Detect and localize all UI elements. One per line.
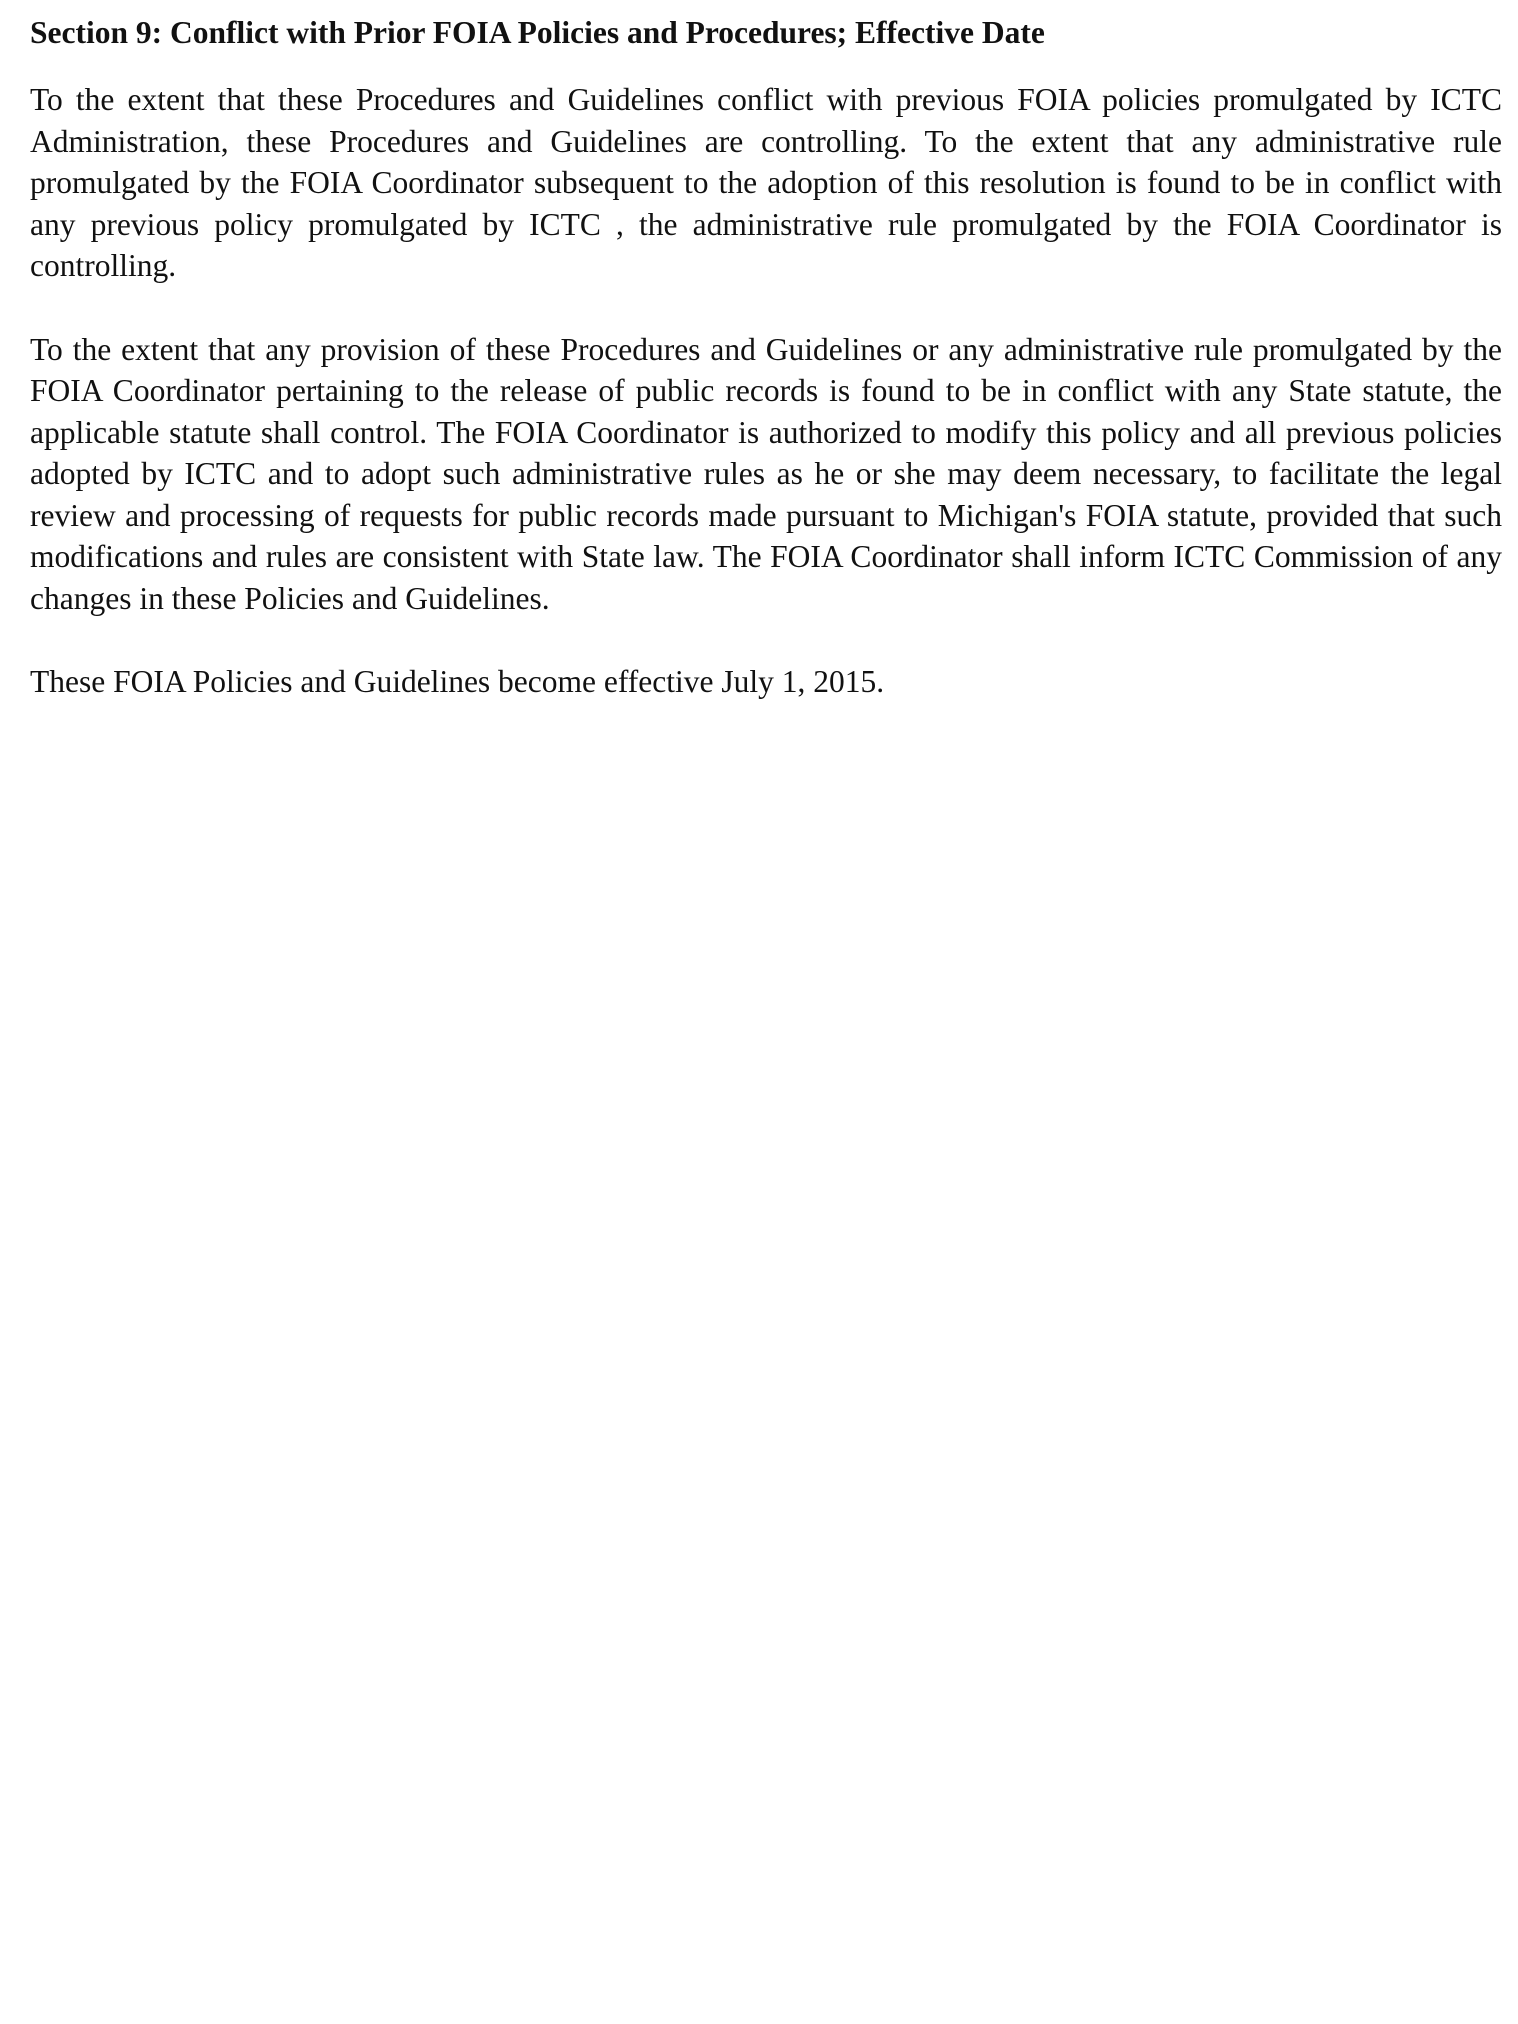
section-heading: Section 9: Conflict with Prior FOIA Policies and Procedures; Effective Date: [30, 15, 1045, 50]
paragraph-conflict-prior-policies: To the extent that these Procedures and Guidelines conflict with previous FOIA policies promulgated by ICTC Administration, these Procedures and Guidelines are controlling. To the extent that any administrative rule promulgated by the FOIA Coordinator subsequent to the adoption of this resolution is found to be in conflict with any previous policy promulgated by ICTC , the administrative rule promulgated by the FOIA Coordinator is controlling.: [30, 82, 1502, 283]
document-page: [30, 10, 1502, 703]
paragraph-effective-date: These FOIA Policies and Guidelines become effective July 1, 2015.: [30, 664, 885, 699]
paragraph-conflict-state-statute: To the extent that any provision of these Procedures and Guidelines or any administrative rule promulgated by the FOIA Coordinator pertaining to the release of public records is found to be in conflict with any State statute, the applicable statute shall control. The FOIA Coordinator is authorized to modify this policy and all previous policies adopted by ICTC and to adopt such administrative rules as he or she may deem necessary, to facilitate the legal review and processing of requests for public records made pursuant to Michigan's FOIA statute, provided that such modifications and rules are consistent with State law. The FOIA Coordinator shall inform ICTC Commission of any changes in these Policies and Guidelines.: [30, 331, 1502, 616]
